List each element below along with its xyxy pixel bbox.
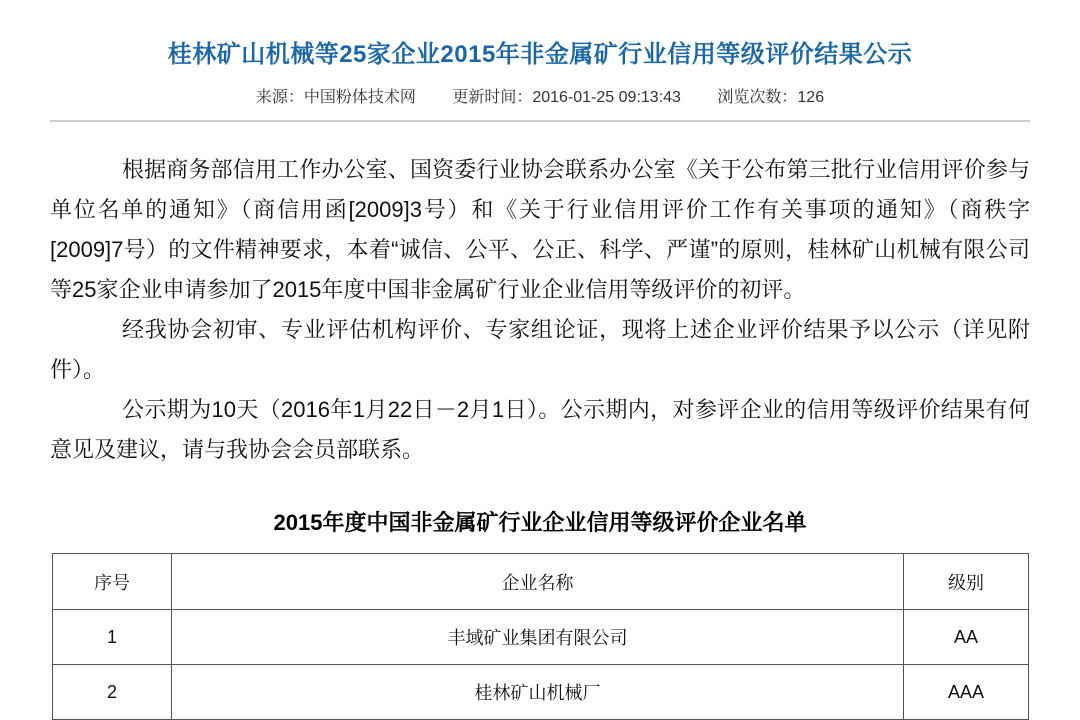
column-header-company-name: 企业名称 [172,554,904,610]
meta-source: 来源：中国粉体技术网 [255,89,416,106]
body-paragraph-2: 经我协会初审、专业评估机构评价、专家组论证，现将上述企业评价结果予以公示（详见附件）。 [50,317,1030,382]
article-body [50,150,1030,470]
page-title: 桂林矿山机械等25家企业2015年非金属矿行业信用等级评价结果公示 [167,41,913,68]
row-grade: AAA [904,665,1029,720]
row-company-name: 桂林矿山机械厂 [172,665,904,720]
column-header-index: 序号 [53,554,172,610]
row-company-name: 丰域矿业集团有限公司 [172,610,904,665]
header-divider [50,120,1030,122]
article-meta [0,84,1080,107]
row-grade: AA [904,610,1029,665]
table-row [53,610,1029,665]
column-header-grade: 级别 [904,554,1029,610]
row-index: 2 [53,665,172,720]
meta-view-count: 浏览次数：126 [717,89,825,106]
rating-table [52,553,1029,720]
row-index: 1 [53,610,172,665]
table-title: 2015年度中国非金属矿行业企业信用等级评价企业名单 [273,510,807,535]
meta-updated-time: 更新时间：2016-01-25 09:13:43 [452,89,681,106]
table-row [53,665,1029,720]
body-paragraph-3: 公示期为10天（2016年1月22日－2月1日）。公示期内，对参评企业的信用等级评价结果有何意见及建议，请与我协会会员部联系。 [50,397,1030,462]
table-header-row [53,554,1029,610]
body-paragraph-1: 根据商务部信用工作办公室、国资委行业协会联系办公室《关于公布第三批行业信用评价参与单位名单的通知》（商信用函[2009]3号）和《关于行业信用评价工作有关事项的通知》（商秩字[2009]7号）的文件精神要求，本着“诚信、公平、公正、科学、严谨”的原则，桂林矿山机械有限公司等25家企业申请参加了2015年度中国非金属矿行业企业信用等级评价的初评。 [50,157,1030,302]
